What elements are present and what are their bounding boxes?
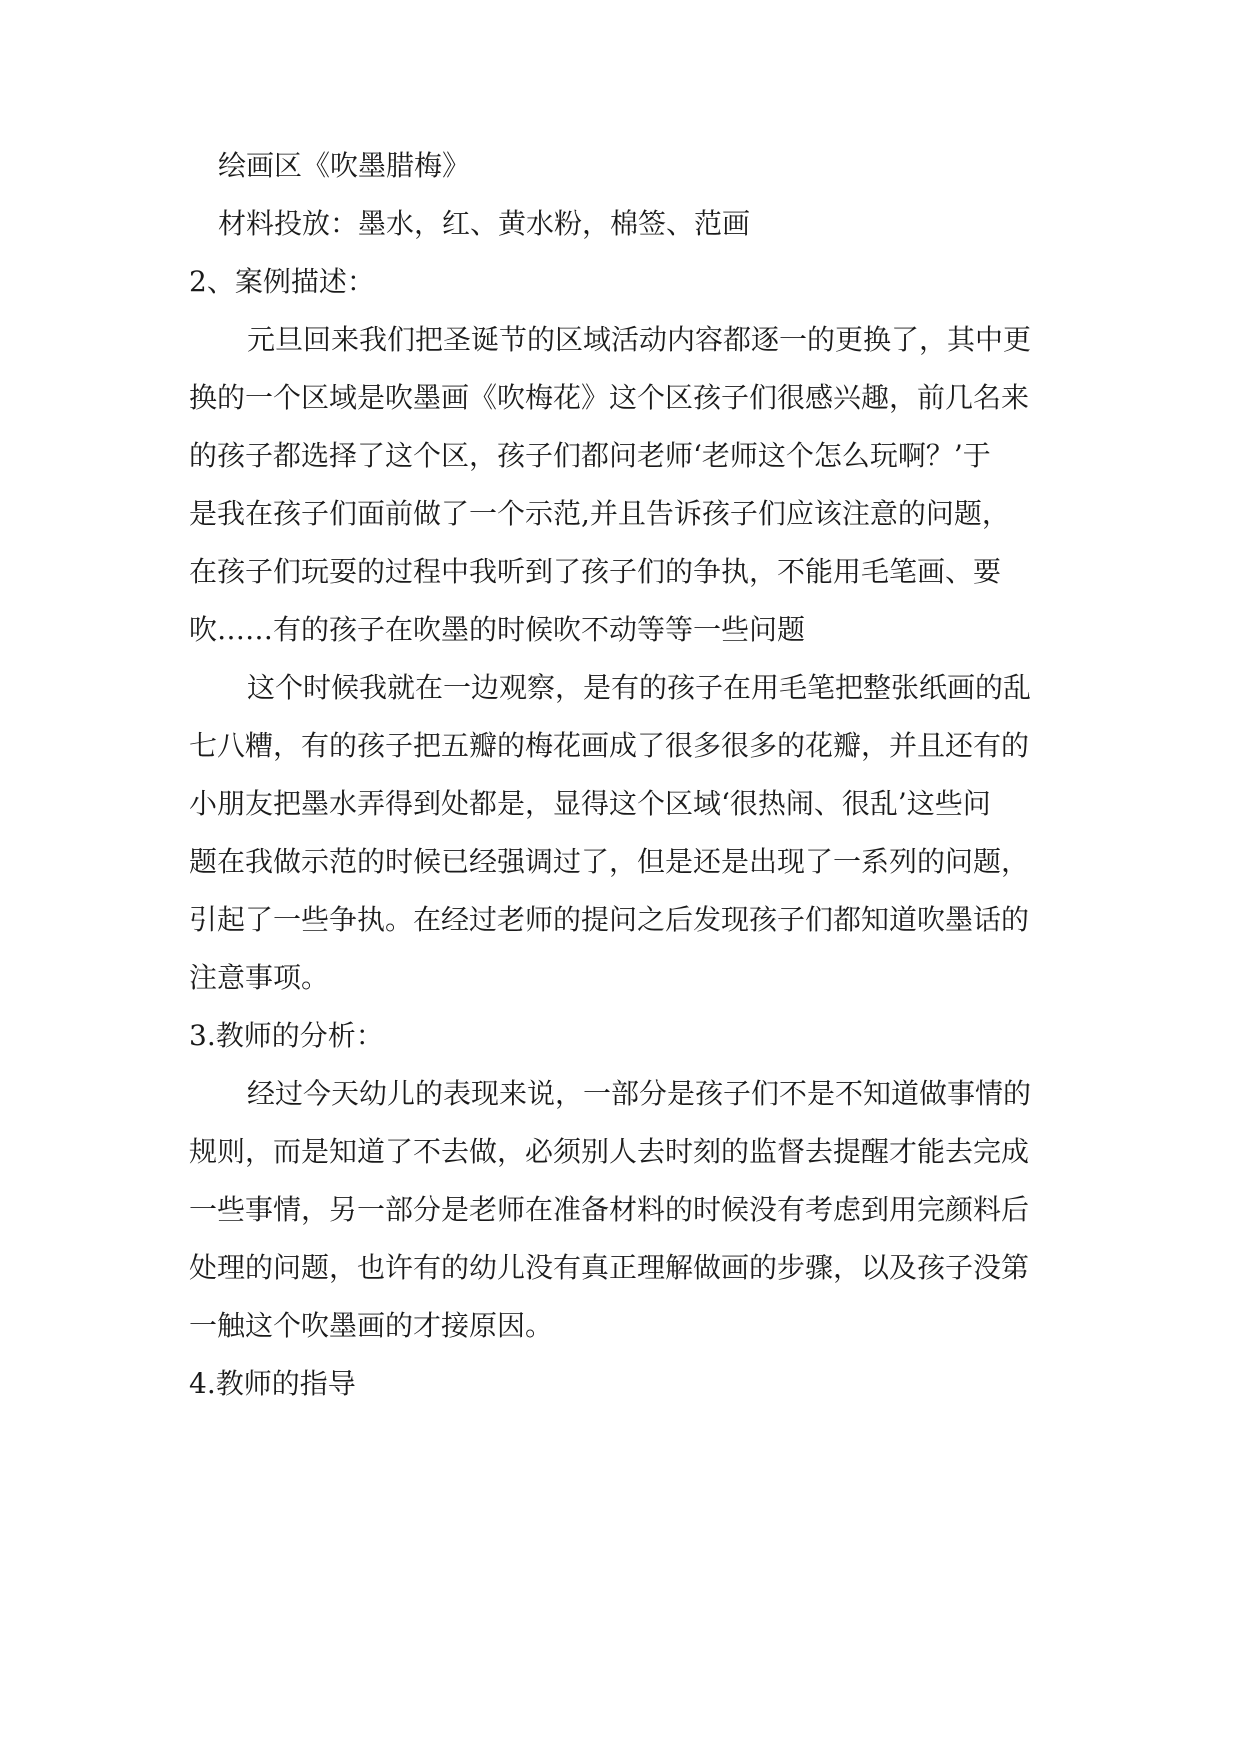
paragraph-2-line: 注意事项。 [189, 961, 330, 994]
paragraph-2-line: 小朋友把墨水弄得到处都是，显得这个区域‘很热闹、很乱’这些问 [189, 787, 991, 820]
paragraph-2-line: 七八糟，有的孩子把五瓣的梅花画成了很多很多的花瓣，并且还有的 [189, 729, 1030, 762]
painting-area-title: 绘画区《吹墨腊梅》 [218, 149, 471, 182]
paragraph-2-line: 这个时候我就在一边观察，是有的孩子在用毛笔把整张纸画的乱 [247, 671, 1032, 704]
materials-line: 材料投放：墨水，红、黄水粉，棉签、范画 [218, 207, 751, 240]
paragraph-3-line: 规则，而是知道了不去做，必须别人去时刻的监督去提醒才能去完成 [189, 1135, 1030, 1168]
paragraph-1-line: 在孩子们玩耍的过程中我听到了孩子们的争执，不能用毛笔画、要 [189, 555, 1002, 588]
paragraph-3-line: 一些事情，另一部分是老师在准备材料的时候没有考虑到用完颜料后 [189, 1193, 1030, 1226]
paragraph-1-line: 的孩子都选择了这个区，孩子们都问老师‘老师这个怎么玩啊？’于 [189, 439, 991, 472]
paragraph-3-line: 处理的问题，也许有的幼儿没有真正理解做画的步骤，以及孩子没第 [189, 1251, 1030, 1284]
paragraph-2-line: 引起了一些争执。在经过老师的提问之后发现孩子们都知道吹墨话的 [189, 903, 1030, 936]
paragraph-1-line: 是我在孩子们面前做了一个示范,并且告诉孩子们应该注意的问题， [189, 497, 1010, 530]
section-3-heading: 3.教师的分析： [189, 1019, 384, 1052]
section-2-heading: 2、案例描述： [189, 265, 375, 298]
paragraph-3-line: 一触这个吹墨画的才接原因。 [189, 1309, 554, 1342]
paragraph-2-line: 题在我做示范的时候已经强调过了，但是还是出现了一系列的问题， [189, 845, 1030, 878]
paragraph-1-line: 元旦回来我们把圣诞节的区域活动内容都逐一的更换了，其中更 [247, 323, 1032, 356]
section-4-heading: 4.教师的指导 [189, 1367, 356, 1400]
paragraph-1-line: 吹……有的孩子在吹墨的时候吹不动等等一些问题 [189, 613, 806, 646]
paragraph-3-line: 经过今天幼儿的表现来说，一部分是孩子们不是不知道做事情的 [247, 1077, 1032, 1110]
paragraph-1-line: 换的一个区域是吹墨画《吹梅花》这个区孩子们很感兴趣，前几名来 [189, 381, 1030, 414]
